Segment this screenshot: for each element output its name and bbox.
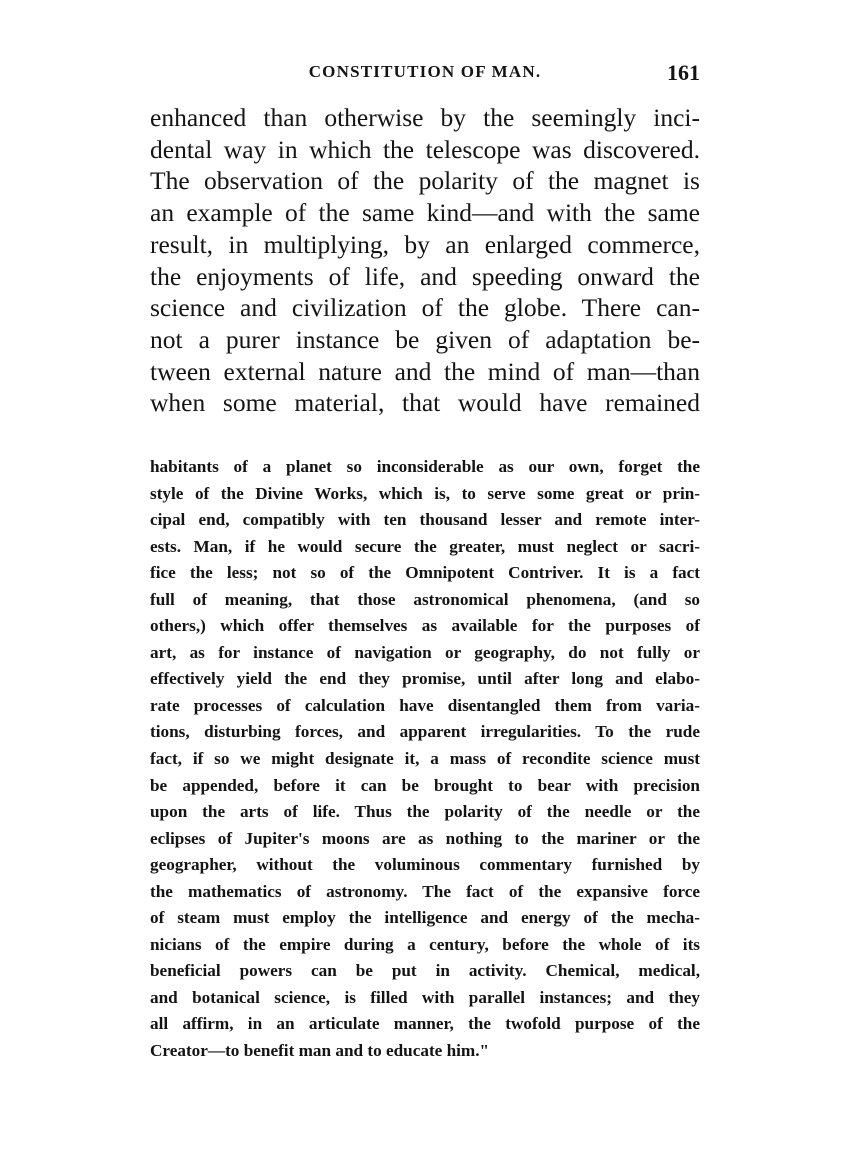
footnote-line: full of meaning, that those astronomical phenomena, (and so [150, 589, 700, 609]
footnote-line: fact, if so we might designate it, a mass of recondite science must [150, 749, 700, 769]
footnote-line: geographer, without the voluminous commentary furnished by [150, 855, 700, 875]
footnote-line: ests. Man, if he would secure the greater, must neglect or sacri- [150, 536, 700, 556]
footnote-line: others,) which offer themselves as available for the purposes of [150, 616, 700, 636]
footnote-line: beneficial powers can be put in activity. Chemical, medical, [150, 961, 700, 981]
body-line: result, in multiplying, by an enlarged commerce, [150, 229, 700, 259]
running-title: CONSTITUTION OF MAN. [308, 62, 542, 81]
footnote-line: nicians of the empire during a century, before the whole of its [150, 934, 700, 954]
footnote-line: all affirm, in an articulate manner, the twofold purpose of the [150, 1014, 700, 1034]
body-line: tween external nature and the mind of man—than [150, 356, 700, 386]
footnote-line: habitants of a planet so inconsiderable as our own, forget the [150, 457, 700, 476]
body-line: The observation of the polarity of the magnet is [150, 166, 700, 196]
footnote-line: be appended, before it can be brought to bear with precision [150, 775, 700, 795]
body-line: not a purer instance be given of adaptation be- [150, 324, 700, 354]
footnote-line: rate processes of calculation have disentangled them from varia- [150, 695, 700, 715]
footnote-line: fice the less; not so of the Omnipotent Contriver. It is a fact [150, 563, 700, 583]
body-line: the enjoyments of life, and speeding onward the [150, 261, 700, 291]
body-line: science and civilization of the globe. There can- [150, 293, 700, 323]
running-head [150, 58, 700, 88]
footnote-line: Creator—to benefit man and to educate him." [150, 1041, 490, 1061]
body-line: dental way in which the telescope was discovered. [150, 134, 700, 164]
body-line: when some material, that would have remained [150, 388, 700, 418]
footnote-line: the mathematics of astronomy. The fact of the expansive force [150, 881, 700, 901]
page-number: 161 [667, 60, 700, 85]
footnote-line: tions, disturbing forces, and apparent irregularities. To the rude [150, 722, 700, 742]
footnote-line: effectively yield the end they promise, until after long and elabo- [150, 669, 700, 689]
footnote-line: style of the Divine Works, which is, to serve some great or prin- [150, 483, 700, 503]
footnote-line: eclipses of Jupiter's moons are as nothing to the mariner or the [150, 828, 700, 848]
footnote-line: upon the arts of life. Thus the polarity of the needle or the [150, 802, 700, 822]
footnote-line: art, as for instance of navigation or geography, do not fully or [150, 642, 700, 662]
body-line: enhanced than otherwise by the seemingly inci- [150, 103, 700, 132]
footnote-text [150, 454, 700, 1065]
footnote-line: cipal end, compatibly with ten thousand lesser and remote inter- [150, 510, 700, 530]
footnote-line: and botanical science, is filled with parallel instances; and they [150, 987, 700, 1007]
main-text [150, 102, 700, 419]
body-line: an example of the same kind—and with the same [150, 198, 700, 228]
footnote-line: of steam must employ the intelligence and energy of the mecha- [150, 908, 700, 928]
